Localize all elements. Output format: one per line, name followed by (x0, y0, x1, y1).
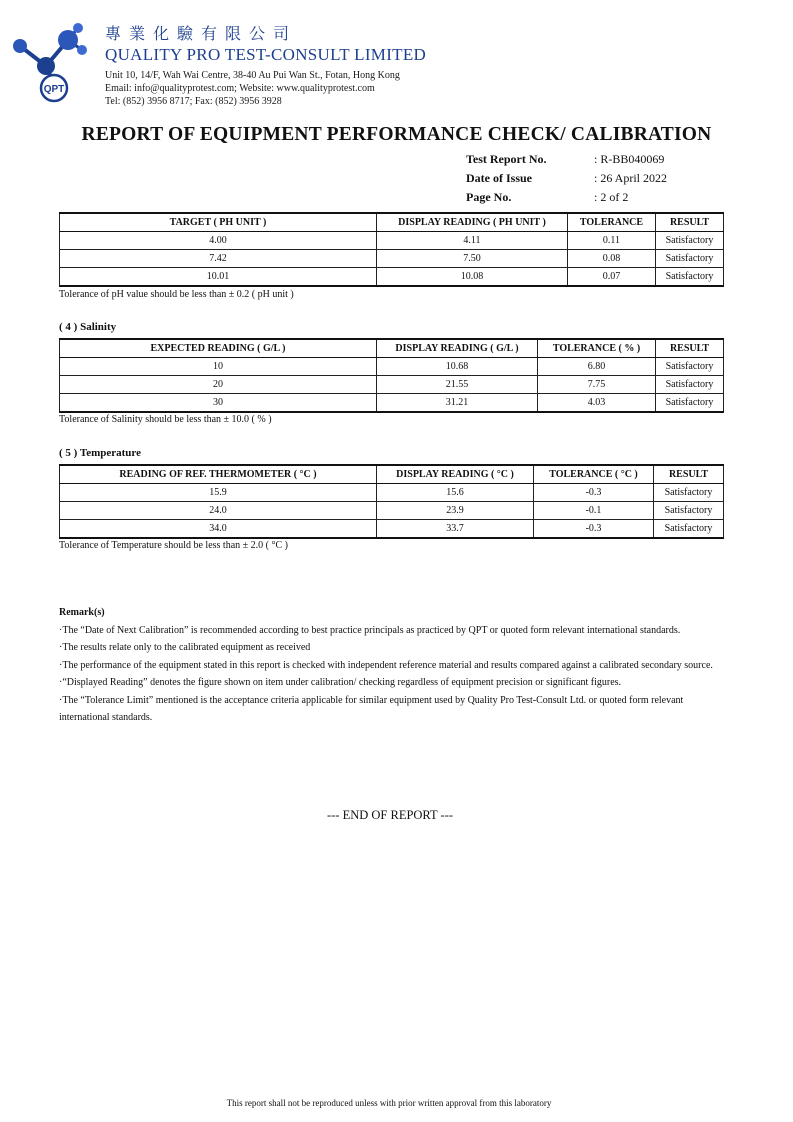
meta-row-date-of-issue (466, 169, 667, 188)
meta-value: : R-BB040069 (594, 152, 665, 166)
table-cell: 10 (60, 358, 377, 376)
table-cell: Satisfactory (656, 358, 724, 376)
remarks-section (59, 604, 727, 727)
table-row (60, 394, 724, 413)
table-cell: 10.01 (60, 268, 377, 287)
column-header: TARGET ( PH UNIT ) (60, 213, 377, 232)
column-header: READING OF REF. THERMOMETER ( °C ) (60, 465, 377, 484)
column-header: DISPLAY READING ( G/L ) (377, 339, 538, 358)
remark-item: ·The “Tolerance Limit” mentioned is the acceptance criteria applicable for similar equipment used by Quality Pro Test-Consult Ltd. or quoted form relevant international standards. (59, 694, 684, 723)
table-row (60, 232, 724, 250)
table-cell: 4.11 (377, 232, 568, 250)
svg-text:QPT: QPT (43, 84, 65, 95)
table-cell: 7.75 (538, 376, 656, 394)
table-cell: 0.11 (568, 232, 656, 250)
table-cell: Satisfactory (654, 502, 724, 520)
remark-item: ·“Displayed Reading” denotes the figure shown on item under calibration/ checking regardless of equipment precision or significant figures. (59, 677, 622, 688)
meta-row-page-no (466, 188, 667, 207)
table-cell: 7.50 (377, 250, 568, 268)
column-header: DISPLAY READING ( °C ) (377, 465, 534, 484)
company-name-english: QUALITY PRO TEST-CONSULT LIMITED (105, 45, 427, 64)
table-cell: 15.9 (60, 484, 377, 502)
company-header (105, 24, 426, 108)
table-cell: Satisfactory (654, 520, 724, 539)
salinity-tolerance-note: Tolerance of Salinity should be less than ± 10.0 ( % ) (59, 414, 272, 425)
table-row (60, 520, 724, 539)
column-header: RESULT (656, 213, 724, 232)
report-title: REPORT OF EQUIPMENT PERFORMANCE CHECK/ CALIBRATION (81, 124, 712, 145)
table-cell: 0.07 (568, 268, 656, 287)
salinity-table (59, 338, 724, 413)
column-header: TOLERANCE ( °C ) (534, 465, 654, 484)
table-cell: 4.00 (60, 232, 377, 250)
table-cell: 10.08 (377, 268, 568, 287)
table-cell: -0.1 (534, 502, 654, 520)
table-cell: 10.68 (377, 358, 538, 376)
table-cell: 23.9 (377, 502, 534, 520)
remarks-title: Remark(s) (59, 607, 105, 618)
column-header: RESULT (656, 339, 724, 358)
table-row (60, 502, 724, 520)
meta-label: Page No. (466, 190, 512, 204)
meta-label: Date of Issue (466, 171, 532, 185)
table-cell: 34.0 (60, 520, 377, 539)
table-cell: 6.80 (538, 358, 656, 376)
temperature-table (59, 464, 724, 539)
table-row (60, 376, 724, 394)
meta-label: Test Report No. (466, 152, 547, 166)
table-cell: 7.42 (60, 250, 377, 268)
table-header-row (60, 465, 724, 484)
report-meta (466, 150, 667, 207)
remark-item: ·The results relate only to the calibrated equipment as received (59, 642, 311, 653)
remark-item: ·The performance of the equipment stated in this report is checked with independent reference material and results compared against a calibrated secondary source. (59, 659, 713, 671)
meta-value: : 26 April 2022 (594, 171, 668, 185)
page-footer: This report shall not be reproduced unless with prior written approval from this laboratory (226, 1098, 552, 1108)
table-cell: 24.0 (60, 502, 377, 520)
company-address: Unit 10, 14/F, Wah Wai Centre, 38-40 Au Pui Wan St., Fotan, Hong Kong (105, 70, 400, 81)
table-row (60, 484, 724, 502)
ph-tolerance-note: Tolerance of pH value should be less than ± 0.2 ( pH unit ) (59, 289, 294, 300)
column-header: DISPLAY READING ( PH UNIT ) (377, 213, 568, 232)
table-cell: Satisfactory (656, 394, 724, 413)
remark-item: ·The “Date of Next Calibration” is recommended according to best practice principals as practiced by QPT or quoted form relevant international standards. (59, 624, 681, 636)
table-cell: 4.03 (538, 394, 656, 413)
table-cell: Satisfactory (654, 484, 724, 502)
column-header: RESULT (654, 465, 724, 484)
company-logo (6, 16, 98, 108)
salinity-heading: ( 4 ) Salinity (59, 321, 117, 333)
table-header-row (60, 213, 724, 232)
table-cell: Satisfactory (656, 376, 724, 394)
company-name-chinese: 專業化驗有限公司 (105, 24, 298, 43)
meta-value: : 2 of 2 (594, 190, 629, 204)
table-cell: -0.3 (534, 484, 654, 502)
table-cell: Satisfactory (656, 232, 724, 250)
table-cell: 0.08 (568, 250, 656, 268)
column-header: EXPECTED READING ( G/L ) (60, 339, 377, 358)
table-cell: Satisfactory (656, 250, 724, 268)
table-row (60, 250, 724, 268)
table-row (60, 268, 724, 287)
company-email-website: Email: info@qualityprotest.com; Website: www.qualityprotest.com (105, 83, 375, 94)
column-header: TOLERANCE (568, 213, 656, 232)
temperature-heading: ( 5 ) Temperature (59, 447, 141, 459)
table-cell: 30 (60, 394, 377, 413)
temperature-tolerance-note: Tolerance of Temperature should be less than ± 2.0 ( °C ) (59, 540, 288, 551)
table-cell: 20 (60, 376, 377, 394)
ph-table (59, 212, 724, 287)
table-row (60, 358, 724, 376)
table-cell: -0.3 (534, 520, 654, 539)
table-cell: 33.7 (377, 520, 534, 539)
table-cell: 31.21 (377, 394, 538, 413)
table-cell: 21.55 (377, 376, 538, 394)
table-header-row (60, 339, 724, 358)
column-header: TOLERANCE ( % ) (538, 339, 656, 358)
company-tel-fax: Tel: (852) 3956 8717; Fax: (852) 3956 3928 (105, 96, 282, 107)
end-of-report: --- END OF REPORT --- (326, 808, 454, 822)
table-cell: Satisfactory (656, 268, 724, 287)
meta-row-report-no (466, 150, 667, 169)
table-cell: 15.6 (377, 484, 534, 502)
